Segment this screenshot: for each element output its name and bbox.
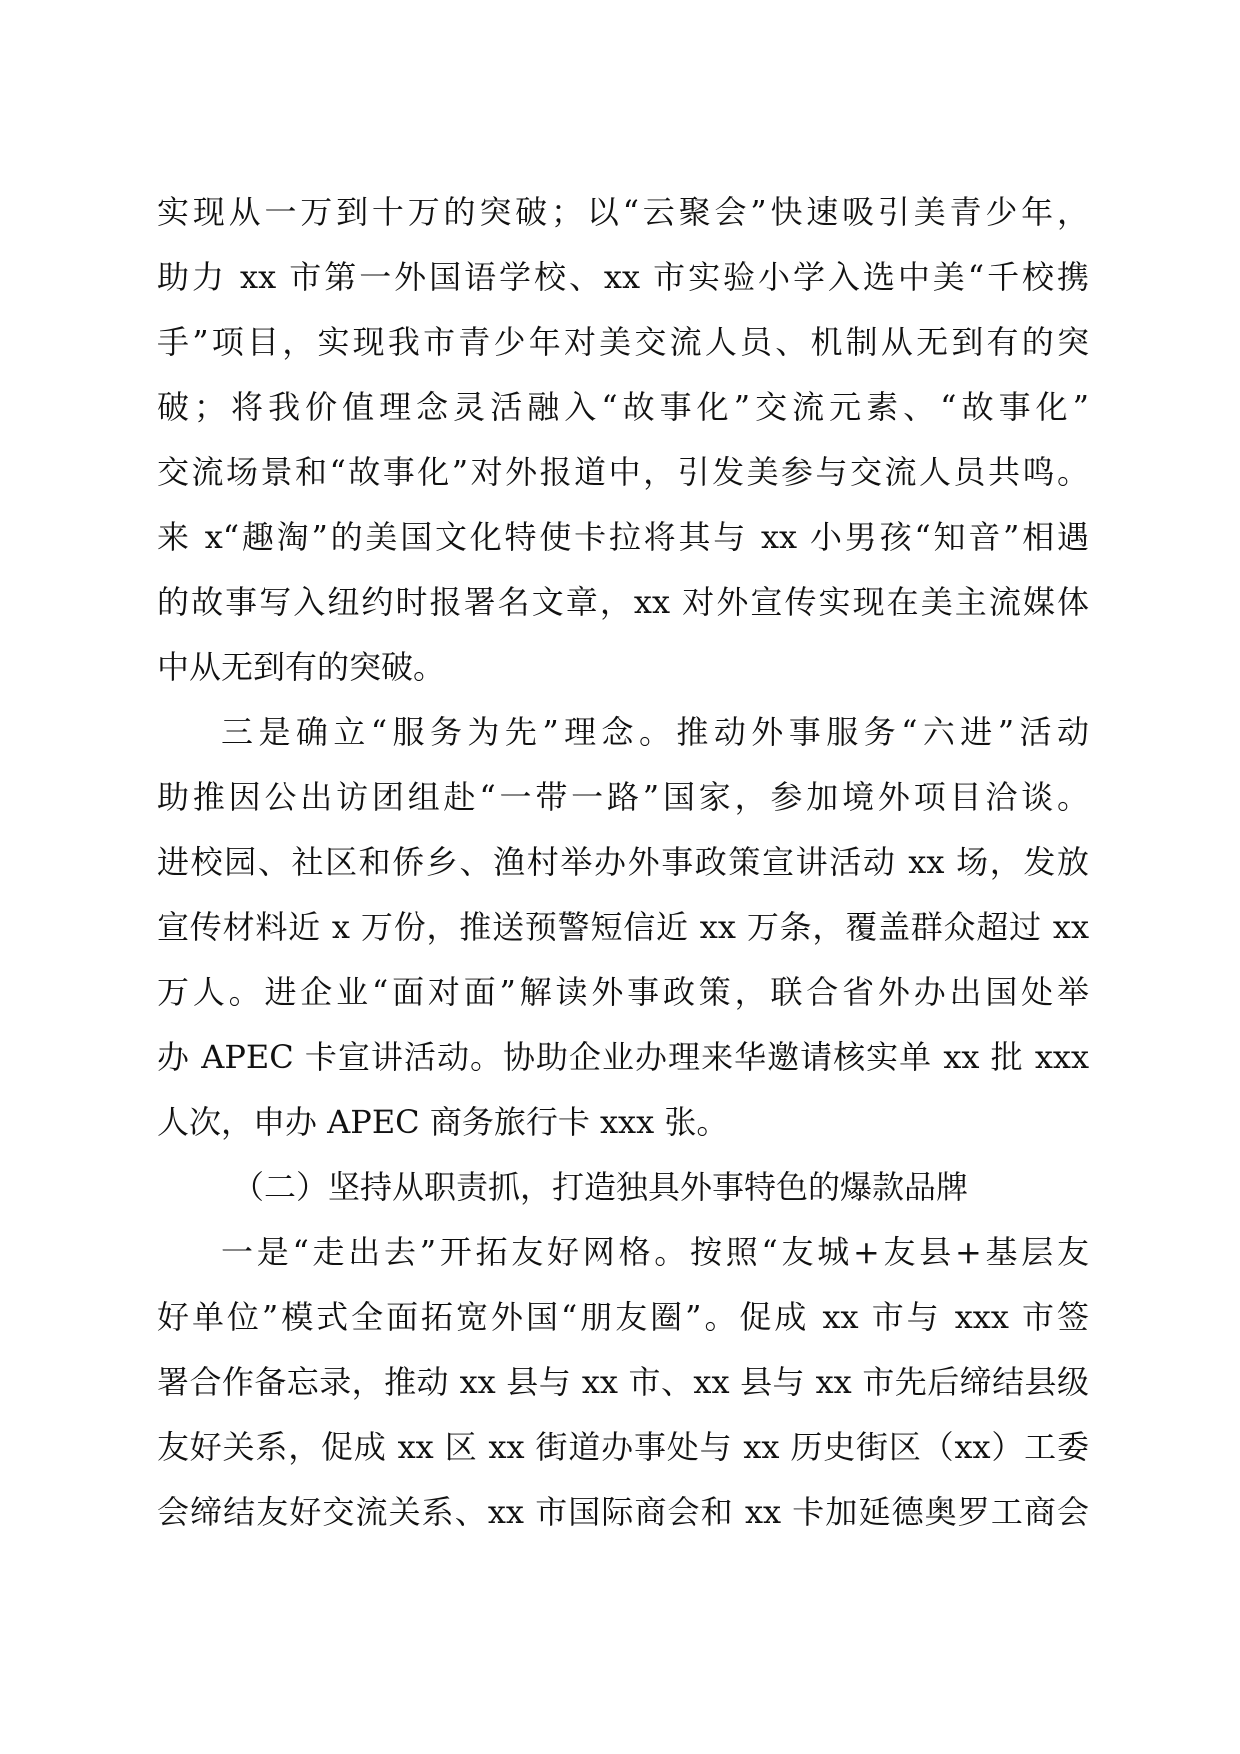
text-line: 破；将我价值理念灵活融入“故事化”交流元素、“故事化”	[157, 388, 1089, 426]
text-line: 万人。进企业“面对面”解读外事政策，联合省外办出国处举	[157, 973, 1089, 1011]
text-line: 署合作备忘录，推动 xx 县与 xx 市、xx 县与 xx 市先后缔结县级	[157, 1363, 1089, 1401]
document-body	[157, 180, 1089, 1545]
text-line: 中从无到有的突破。	[157, 648, 446, 686]
text-line: 实现从一万到十万的突破；以“云聚会”快速吸引美青少年，	[157, 193, 1089, 231]
section-heading: （二）坚持从职责抓，打造独具外事特色的爆款品牌	[232, 1168, 969, 1206]
text-line: 宣传材料近 x 万份，推送预警短信近 xx 万条，覆盖群众超过 xx	[157, 908, 1089, 946]
text-line: 一是“走出去”开拓友好网格。按照“友城+友县+基层友	[221, 1233, 1089, 1271]
text-line: 会缔结友好交流关系、xx 市国际商会和 xx 卡加延德奥罗工商会	[157, 1493, 1089, 1531]
text-line: 友好关系，促成 xx 区 xx 街道办事处与 xx 历史街区（xx）工委	[157, 1428, 1089, 1466]
text-line: 的故事写入纽约时报署名文章，xx 对外宣传实现在美主流媒体	[157, 583, 1089, 621]
text-line: 三是确立“服务为先”理念。推动外事服务“六进”活动	[221, 713, 1089, 751]
text-line: 好单位”模式全面拓宽外国“朋友圈”。促成 xx 市与 xxx 市签	[157, 1298, 1089, 1336]
text-line: 办 APEC 卡宣讲活动。协助企业办理来华邀请核实单 xx 批 xxx	[157, 1038, 1089, 1076]
text-line: 进校园、社区和侨乡、渔村举办外事政策宣讲活动 xx 场，发放	[157, 843, 1089, 881]
text-line: 来 x“趣淘”的美国文化特使卡拉将其与 xx 小男孩“知音”相遇	[157, 518, 1089, 556]
text-line: 交流场景和“故事化”对外报道中，引发美参与交流人员共鸣。	[157, 453, 1089, 491]
text-line: 手”项目，实现我市青少年对美交流人员、机制从无到有的突	[157, 323, 1089, 361]
text-line: 人次，申办 APEC 商务旅行卡 xxx 张。	[157, 1103, 729, 1141]
text-line: 助推因公出访团组赴“一带一路”国家，参加境外项目洽谈。	[157, 778, 1089, 816]
text-line: 助力 xx 市第一外国语学校、xx 市实验小学入选中美“千校携	[157, 258, 1089, 296]
